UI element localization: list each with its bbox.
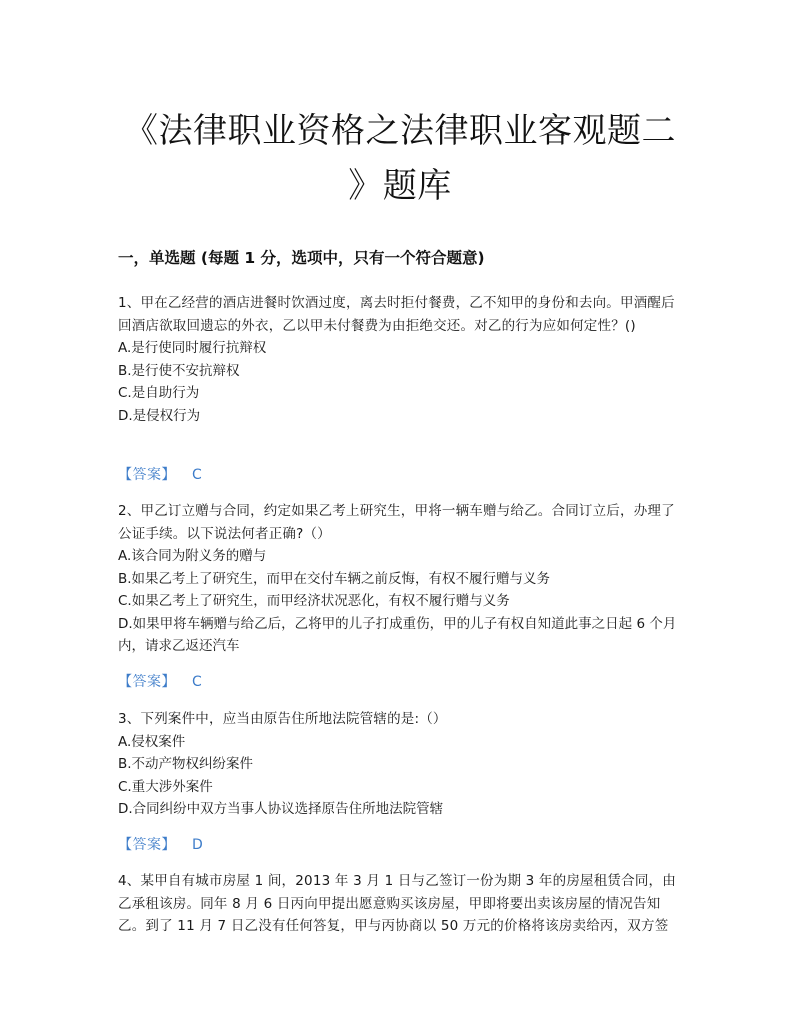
answer-1 [118,464,202,486]
title-line-1: 《法律职业资格之法律职业客观题二 [124,111,676,151]
answer-value: D [192,837,203,853]
answer-tag: 【答案】 [118,467,176,483]
option-d: D.合同纠纷中双方当事人协议选择原告住所地法院管辖 [118,801,444,817]
option-c: C.如果乙考上了研究生，而甲经济状况恶化，有权不履行赠与义务 [118,593,510,609]
option-d: D.如果甲将车辆赠与给乙后，乙将甲的儿子打成重伤，甲的儿子有权自知道此事之日起 6 个月内，请求乙返还汽车 [118,615,677,654]
answer-3 [118,834,203,856]
option-b: B.不动产物权纠纷案件 [118,756,254,772]
option-b: B.是行使不安抗辩权 [118,362,240,379]
section-heading: 一，单选题 (每题 1 分，选项中，只有一个符合题意) [118,249,485,267]
option-b: B.如果乙考上了研究生，而甲在交付车辆之前反悔，有权不履行赠与义务 [118,570,551,587]
question-stem: 3、下列案件中，应当由原告住所地法院管辖的是:（） [118,711,447,727]
document-title [110,104,690,214]
option-a: A.该合同为附义务的赠与 [118,548,267,564]
option-c: C.重大涉外案件 [118,778,213,795]
answer-2 [118,671,202,693]
option-d: D.是侵权行为 [118,407,201,424]
option-c: C.是自助行为 [118,385,200,401]
answer-value: C [192,467,202,483]
question-stem: 2、甲乙订立赠与合同，约定如果乙考上研究生，甲将一辆车赠与给乙。合同订立后，办理了公证手续。以下说法何者正确?（） [118,503,675,542]
question-2 [118,500,686,658]
question-stem: 1、甲在乙经营的酒店进餐时饮酒过度，离去时拒付餐费，乙不知甲的身份和去向。甲酒醒后回酒店欲取回遗忘的外衣，乙以甲未付餐费为由拒绝交还。对乙的行为应如何定性？() [118,295,675,334]
question-stem: 4、某甲自有城市房屋 1 间，2013 年 3 月 1 日与乙签订一份为期 3 年的房屋租赁合同，由乙承租该房。同年 8 月 6 日丙向甲提出愿意购买该房屋，甲即将要出卖该房屋的情况告知乙。到了 11 月 7 日乙没有任何答复，甲与丙协商以 50 万元的价格将该房卖给丙，双方签 [118,873,676,934]
question-4 [118,870,686,938]
question-3 [118,708,686,821]
question-1 [118,292,686,427]
answer-tag: 【答案】 [118,674,176,690]
option-a: A.是行使同时履行抗辩权 [118,340,267,356]
answer-value: C [192,674,202,690]
option-a: A.侵权案件 [118,733,186,750]
answer-tag: 【答案】 [118,837,176,853]
title-line-2: 》题库 [348,166,452,206]
